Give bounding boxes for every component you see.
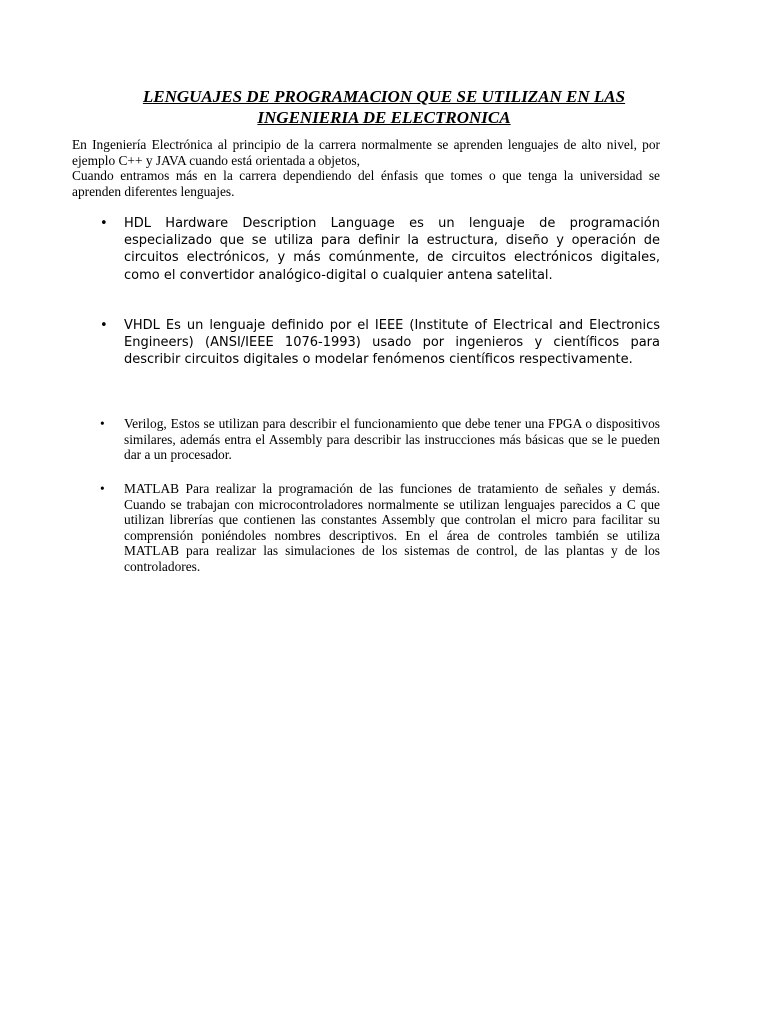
title-line-2: INGENIERIA DE ELECTRONICA	[257, 108, 511, 127]
list-item-vhdl	[100, 317, 660, 369]
list-item-text: VHDL Es un lenguaje definido por el IEEE (Institute of Electrical and Electronics Engineers) (ANSI/IEEE 1076-1993) usado por ingenieros y científicos para describir circuitos digitales o modelar fenómenos científicos respectivamente.	[124, 318, 660, 368]
bullet-icon: •	[100, 481, 105, 496]
title-line-1: LENGUAJES DE PROGRAMACION QUE SE UTILIZAN EN LAS	[142, 87, 626, 106]
list-item-text: HDL Hardware Description Language es un lenguaje de programación especializado que se utiliza para definir la estructura, diseño y operación de circuitos electrónicos, y más comúnmente, de circuitos electrónicos digitales, como el convertidor analógico-digital o cualquier antena satelital.	[124, 216, 660, 283]
list-item-text: Verilog, Estos se utilizan para describir el funcionamiento que debe tener una FPGA o dispositivos similares, además entra el Assembly para describir las instrucciones más básicas que se le pueden dar a un procesador.	[124, 416, 660, 462]
list-item-text: MATLAB Para realizar la programación de las funciones de tratamiento de señales y demás. Cuando se trabajan con microcontroladores normalmente se utilizan lenguajes parecidos a C que utilizan librerías que contienen las constantes Assembly que controlan el micro para facilitar su comprensión poniéndoles nombres descriptivos. En el área de controles también se utiliza MATLAB para realizar las simulaciones de los sistemas de control, de las plantas y de los controladores.	[124, 481, 660, 574]
list-item-matlab	[100, 481, 660, 574]
intro-paragraph-1: En Ingeniería Electrónica al principio de la carrera normalmente se aprenden lenguajes de alto nivel, por ejemplo C++ y JAVA cuando está orientada a objetos,	[72, 137, 660, 168]
intro-paragraph-2: Cuando entramos más en la carrera dependiendo del énfasis que tomes o que tenga la universidad se aprenden diferentes lenguajes.	[72, 168, 660, 199]
bullet-icon: •	[100, 416, 105, 431]
list-item-verilog	[100, 416, 660, 463]
bullet-icon: •	[100, 318, 108, 333]
intro-section	[72, 137, 660, 199]
document-title	[72, 86, 696, 128]
bullet-icon: •	[100, 216, 108, 231]
list-item-hdl	[100, 215, 660, 284]
